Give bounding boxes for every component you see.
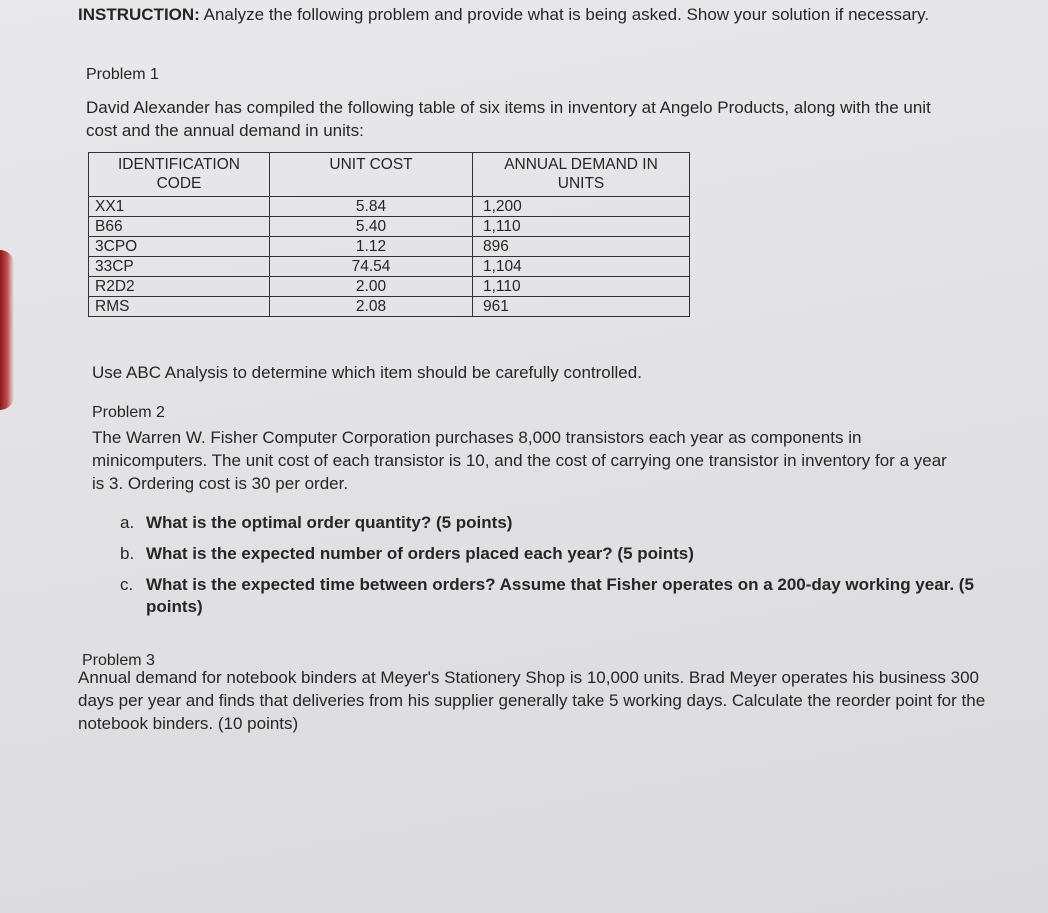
table-row [89, 217, 690, 237]
question-a [120, 512, 512, 534]
question-letter: a. [120, 513, 135, 532]
cell-cost: 2.08 [270, 297, 473, 317]
cell-code: R2D2 [89, 277, 270, 297]
table-row [89, 237, 690, 257]
table-header-row [89, 153, 690, 197]
question-c [120, 574, 1000, 618]
cell-demand: 896 [473, 237, 690, 257]
table-row [89, 257, 690, 277]
cell-cost: 74.54 [270, 257, 473, 277]
cell-demand: 1,110 [473, 277, 690, 297]
question-b [120, 543, 694, 565]
header-annual-demand: ANNUAL DEMAND IN UNITS [473, 153, 690, 197]
question-text-continued: points) [146, 597, 203, 616]
cell-code: 3CPO [89, 237, 270, 257]
question-text: What is the optimal order quantity? (5 points) [146, 513, 513, 532]
problem1-heading: Problem 1 [86, 66, 159, 83]
question-letter: b. [120, 544, 135, 563]
cell-demand: 961 [473, 297, 690, 317]
table-row [89, 277, 690, 297]
cell-code: XX1 [89, 197, 270, 217]
cell-demand: 1,104 [473, 257, 690, 277]
instruction-text: Analyze the following problem and provide what is being asked. Show your solution if necessary. [203, 5, 930, 24]
problem3-body: Annual demand for notebook binders at Meyer's Stationery Shop is 10,000 units. Brad Meyer operates his business 300 days per year and finds that deliveries from his supplier generally take 5 working days. Calculate the reorder point for the notebook binders. (10 points) [78, 668, 986, 733]
cell-cost: 1.12 [270, 237, 473, 257]
inventory-table [88, 152, 690, 317]
table-row [89, 197, 690, 217]
problem3-heading: Problem 3 [82, 652, 155, 669]
cell-demand: 1,110 [473, 217, 690, 237]
question-text: What is the expected number of orders placed each year? (5 points) [146, 544, 694, 563]
page-edge-shadow [0, 250, 14, 410]
problem1-intro: David Alexander has compiled the following table of six items in inventory at Angelo Products, along with the unit cost and the annual demand in units: [86, 98, 931, 140]
problem2-heading: Problem 2 [92, 404, 165, 421]
cell-cost: 5.40 [270, 217, 473, 237]
instruction [78, 4, 978, 26]
cell-cost: 2.00 [270, 277, 473, 297]
problem2-body: The Warren W. Fisher Computer Corporation purchases 8,000 transistors each year as components in minicomputers. The unit cost of each transistor is 10, and the cost of carrying one transistor in inventory for a year is 3. Ordering cost is 30 per order. [92, 428, 947, 493]
question-letter: c. [120, 575, 134, 594]
cell-code: RMS [89, 297, 270, 317]
cell-cost: 5.84 [270, 197, 473, 217]
cell-code: 33CP [89, 257, 270, 277]
instruction-label: INSTRUCTION: [78, 5, 200, 24]
cell-demand: 1,200 [473, 197, 690, 217]
table-row [89, 297, 690, 317]
cell-code: B66 [89, 217, 270, 237]
problem1-task: Use ABC Analysis to determine which item should be carefully controlled. [92, 363, 642, 382]
header-identification-code: IDENTIFICATION CODE [89, 153, 270, 197]
question-text: What is the expected time between orders? Assume that Fisher operates on a 200-day working year. (5 [146, 575, 974, 594]
header-unit-cost: UNIT COST [270, 153, 473, 197]
